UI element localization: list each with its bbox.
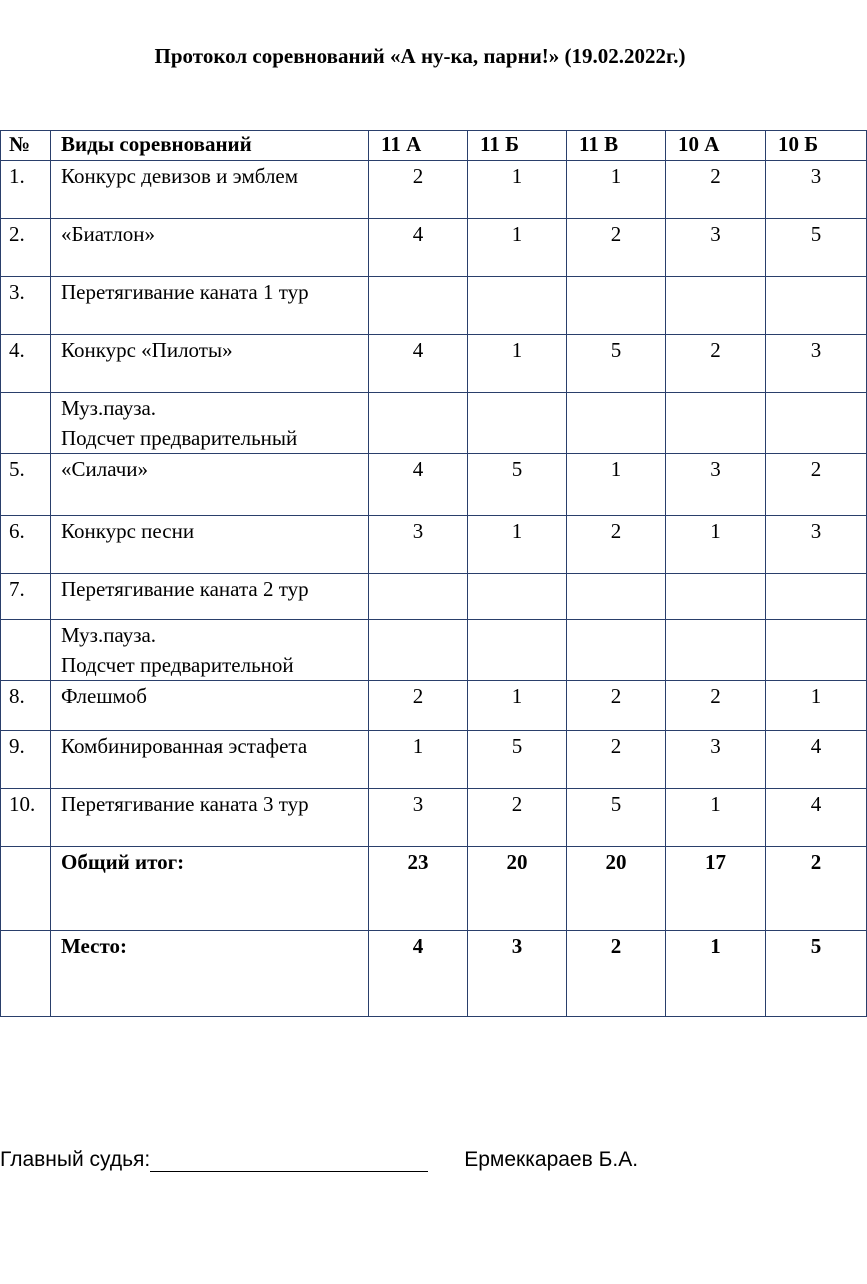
header-class-10a: 10 А xyxy=(666,131,766,161)
row-number: 3. xyxy=(1,277,51,335)
competition-name xyxy=(51,393,369,454)
score-cell xyxy=(567,393,666,454)
score-cell: 5 xyxy=(766,931,867,1017)
score-cell: 2 xyxy=(369,161,468,219)
score-cell xyxy=(766,277,867,335)
score-cell: 1 xyxy=(369,731,468,789)
competition-name xyxy=(51,161,369,219)
competition-name-line: Конкурс «Пилоты» xyxy=(61,338,233,362)
score-cell xyxy=(468,393,567,454)
row-number xyxy=(1,847,51,931)
table-row xyxy=(1,681,867,731)
competition-name xyxy=(51,335,369,393)
competition-name-line: Флешмоб xyxy=(61,684,147,708)
competition-name xyxy=(51,931,369,1017)
score-cell xyxy=(666,277,766,335)
score-cell xyxy=(666,620,766,681)
score-cell: 1 xyxy=(666,789,766,847)
row-number: 4. xyxy=(1,335,51,393)
score-cell: 3 xyxy=(766,335,867,393)
score-cell: 3 xyxy=(666,731,766,789)
score-cell: 20 xyxy=(468,847,567,931)
score-cell xyxy=(369,620,468,681)
row-number xyxy=(1,931,51,1017)
score-cell: 4 xyxy=(369,335,468,393)
score-cell xyxy=(567,620,666,681)
signature-line xyxy=(150,1149,428,1172)
table-row xyxy=(1,161,867,219)
competition-name-line: Перетягивание каната 3 тур xyxy=(61,792,309,816)
score-cell: 1 xyxy=(766,681,867,731)
score-cell xyxy=(666,574,766,620)
table-row xyxy=(1,731,867,789)
competition-name-line: Муз.пауза. xyxy=(61,623,157,647)
score-cell: 5 xyxy=(567,789,666,847)
score-cell: 3 xyxy=(666,454,766,516)
table-row xyxy=(1,219,867,277)
score-cell: 4 xyxy=(369,219,468,277)
score-cell: 2 xyxy=(369,681,468,731)
score-cell: 23 xyxy=(369,847,468,931)
competition-name-line: «Биатлон» xyxy=(61,222,155,246)
signature-block xyxy=(0,1148,816,1172)
score-cell: 17 xyxy=(666,847,766,931)
score-cell: 1 xyxy=(666,931,766,1017)
header-class-11v: 11 В xyxy=(567,131,666,161)
score-cell: 3 xyxy=(766,161,867,219)
table-row xyxy=(1,789,867,847)
score-cell: 4 xyxy=(369,454,468,516)
competition-name-line: Конкурс песни xyxy=(61,519,195,543)
score-cell xyxy=(666,393,766,454)
score-cell: 2 xyxy=(567,931,666,1017)
score-cell: 3 xyxy=(369,516,468,574)
score-cell: 20 xyxy=(567,847,666,931)
score-cell: 2 xyxy=(567,219,666,277)
row-number: 10. xyxy=(1,789,51,847)
score-cell: 4 xyxy=(369,931,468,1017)
score-cell: 3 xyxy=(468,931,567,1017)
table-row xyxy=(1,516,867,574)
score-cell xyxy=(766,574,867,620)
score-cell xyxy=(567,574,666,620)
score-cell: 3 xyxy=(666,219,766,277)
judge-label: Главный судья: xyxy=(0,1148,151,1171)
competition-name-line: «Силачи» xyxy=(61,457,149,481)
table-row xyxy=(1,277,867,335)
header-class-10b: 10 Б xyxy=(766,131,867,161)
competition-name-line: Перетягивание каната 1 тур xyxy=(61,280,309,304)
competition-name xyxy=(51,731,369,789)
score-cell: 2 xyxy=(666,335,766,393)
header-number: № xyxy=(1,131,51,161)
competition-name xyxy=(51,620,369,681)
score-cell: 2 xyxy=(666,161,766,219)
row-number: 6. xyxy=(1,516,51,574)
score-cell: 2 xyxy=(567,516,666,574)
score-cell xyxy=(369,574,468,620)
score-cell xyxy=(369,277,468,335)
row-number xyxy=(1,393,51,454)
score-cell: 2 xyxy=(468,789,567,847)
table-row xyxy=(1,393,867,454)
header-competition-types: Виды соревнований xyxy=(51,131,369,161)
table-row xyxy=(1,335,867,393)
score-cell: 1 xyxy=(468,681,567,731)
competition-name-line: Муз.пауза. xyxy=(61,396,157,420)
score-cell: 1 xyxy=(468,161,567,219)
competition-name xyxy=(51,516,369,574)
score-cell: 2 xyxy=(567,681,666,731)
row-number xyxy=(1,620,51,681)
score-cell: 3 xyxy=(766,516,867,574)
table-header-row xyxy=(1,131,867,161)
competition-name xyxy=(51,219,369,277)
score-cell xyxy=(766,393,867,454)
score-cell: 5 xyxy=(567,335,666,393)
header-class-11a: 11 А xyxy=(369,131,468,161)
row-number: 5. xyxy=(1,454,51,516)
table-row xyxy=(1,454,867,516)
document-title: Протокол соревнований «А ну-ка, парни!» (19.02.2022г.) xyxy=(154,44,686,68)
competition-name xyxy=(51,454,369,516)
score-cell xyxy=(468,277,567,335)
score-cell: 1 xyxy=(567,454,666,516)
results-table xyxy=(0,130,867,1017)
score-cell xyxy=(567,277,666,335)
score-cell xyxy=(468,620,567,681)
score-cell xyxy=(369,393,468,454)
competition-name-line: Подсчет предварительной xyxy=(61,653,294,677)
score-cell: 4 xyxy=(766,731,867,789)
score-cell: 1 xyxy=(666,516,766,574)
competition-name xyxy=(51,847,369,931)
row-number: 9. xyxy=(1,731,51,789)
judge-name: Ермеккараев Б.А. xyxy=(464,1148,639,1171)
score-cell: 1 xyxy=(468,335,567,393)
score-cell: 1 xyxy=(567,161,666,219)
row-number: 7. xyxy=(1,574,51,620)
row-number: 8. xyxy=(1,681,51,731)
row-number: 1. xyxy=(1,161,51,219)
competition-name-line: Подсчет предварительный xyxy=(61,426,298,450)
competition-name xyxy=(51,681,369,731)
competition-name xyxy=(51,574,369,620)
score-cell: 2 xyxy=(766,847,867,931)
competition-name-line: Место: xyxy=(61,934,127,958)
score-cell: 5 xyxy=(468,731,567,789)
score-cell xyxy=(766,620,867,681)
table-row xyxy=(1,847,867,931)
score-cell xyxy=(468,574,567,620)
table-row xyxy=(1,574,867,620)
competition-name-line: Общий итог: xyxy=(61,850,185,874)
score-cell: 5 xyxy=(766,219,867,277)
score-cell: 5 xyxy=(468,454,567,516)
score-cell: 2 xyxy=(666,681,766,731)
score-cell: 4 xyxy=(766,789,867,847)
table-row xyxy=(1,620,867,681)
score-cell: 2 xyxy=(567,731,666,789)
score-cell: 1 xyxy=(468,219,567,277)
score-cell: 3 xyxy=(369,789,468,847)
row-number: 2. xyxy=(1,219,51,277)
score-cell: 2 xyxy=(766,454,867,516)
score-cell: 1 xyxy=(468,516,567,574)
competition-name-line: Комбинированная эстафета xyxy=(61,734,308,758)
table-row xyxy=(1,931,867,1017)
competition-name xyxy=(51,277,369,335)
competition-name-line: Перетягивание каната 2 тур xyxy=(61,577,309,601)
competition-name-line: Конкурс девизов и эмблем xyxy=(61,164,299,188)
header-class-11b: 11 Б xyxy=(468,131,567,161)
competition-name xyxy=(51,789,369,847)
